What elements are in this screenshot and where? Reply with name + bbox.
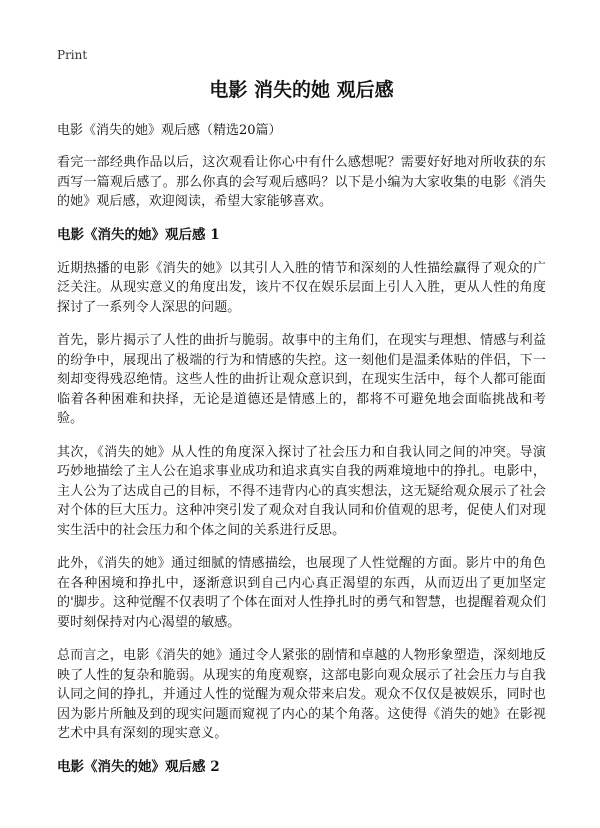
section-1-paragraph-5: 总而言之，电影《消失的她》通过令人紧张的剧情和卓越的人物形象塑造，深刻地反映了人性的复杂和脆弱。从现实的角度观察，这部电影向观众展示了社会压力与自我认同之间的挣扎，并通过人性的觉醒为观众带来启发。观众不仅仅是被娱乐，同时也因为影片所触及到的现实问题而窥视了内心的某个角落。这使得《消失的她》在影视艺术中具有深刻的现实意义。 (57, 648, 546, 741)
page-title: 电影 消失的她 观后感 (209, 79, 394, 101)
section-1-paragraph-1: 近期热播的电影《消失的她》以其引人入胜的情节和深刻的人性描绘赢得了观众的广泛关注。从现实意义的角度出发，该片不仅在娱乐层面上引人入胜，更从人性的角度探讨了一系列令人深思的问题。 (57, 260, 546, 315)
section-1-paragraph-3: 其次，《消失的她》从人性的角度深入探讨了社会压力和自我认同之间的冲突。导演巧妙地描绘了主人公在追求事业成功和追求真实自我的两难境地中的挣扎。电影中，主人公为了达成自己的目标，不得不违背内心的真实想法，这无疑给观众展示了社会对个体的巨大压力。这种冲突引发了观众对自我认同和价值观的思考，促使人们对现实生活中的社会压力和个体之间的关系进行反思。 (57, 444, 546, 538)
print-link[interactable]: Print (57, 48, 88, 62)
section-heading-2: 电影《消失的她》观后感 2 (57, 758, 220, 775)
section-1-paragraph-4: 此外，《消失的她》通过细腻的情感描绘，也展现了人性觉醒的方面。影片中的角色在各种困境和挣扎中，逐渐意识到自己内心真正渴望的东西，从而迈出了更加坚定的'脚步。这种觉醒不仅表明了个体在面对人性挣扎时的勇气和智慧，也提醒着观众们要时刻保持对内心渴望的敏感。 (57, 556, 546, 630)
article-body (57, 121, 546, 791)
section-1-paragraph-2: 首先，影片揭示了人性的曲折与脆弱。故事中的主角们，在现实与理想、情感与利益的纷争中，展现出了极端的行为和情感的失控。这一刻他们是温柔体贴的伴侣，下一刻却变得残忍绝情。这些人性的曲折让观众意识到，在现实生活中，每个人都可能面临着各种困难和抉择，无论是道德还是情感上的，都将不可避免地会面临挑战和考验。 (57, 333, 546, 426)
section-heading-1: 电影《消失的她》观后感 1 (57, 226, 220, 243)
article-subtitle: 电影《消失的她》观后感（精选20篇） (57, 123, 282, 138)
intro-paragraph: 看完一部经典作品以后，这次观看让你心中有什么感想呢？需要好好地对所收获的东西写一篇观后感了。那么你真的会写观后感吗？以下是小编为大家收集的电影《消失的她》观后感，欢迎阅读，希望大家能够喜欢。 (57, 155, 546, 209)
